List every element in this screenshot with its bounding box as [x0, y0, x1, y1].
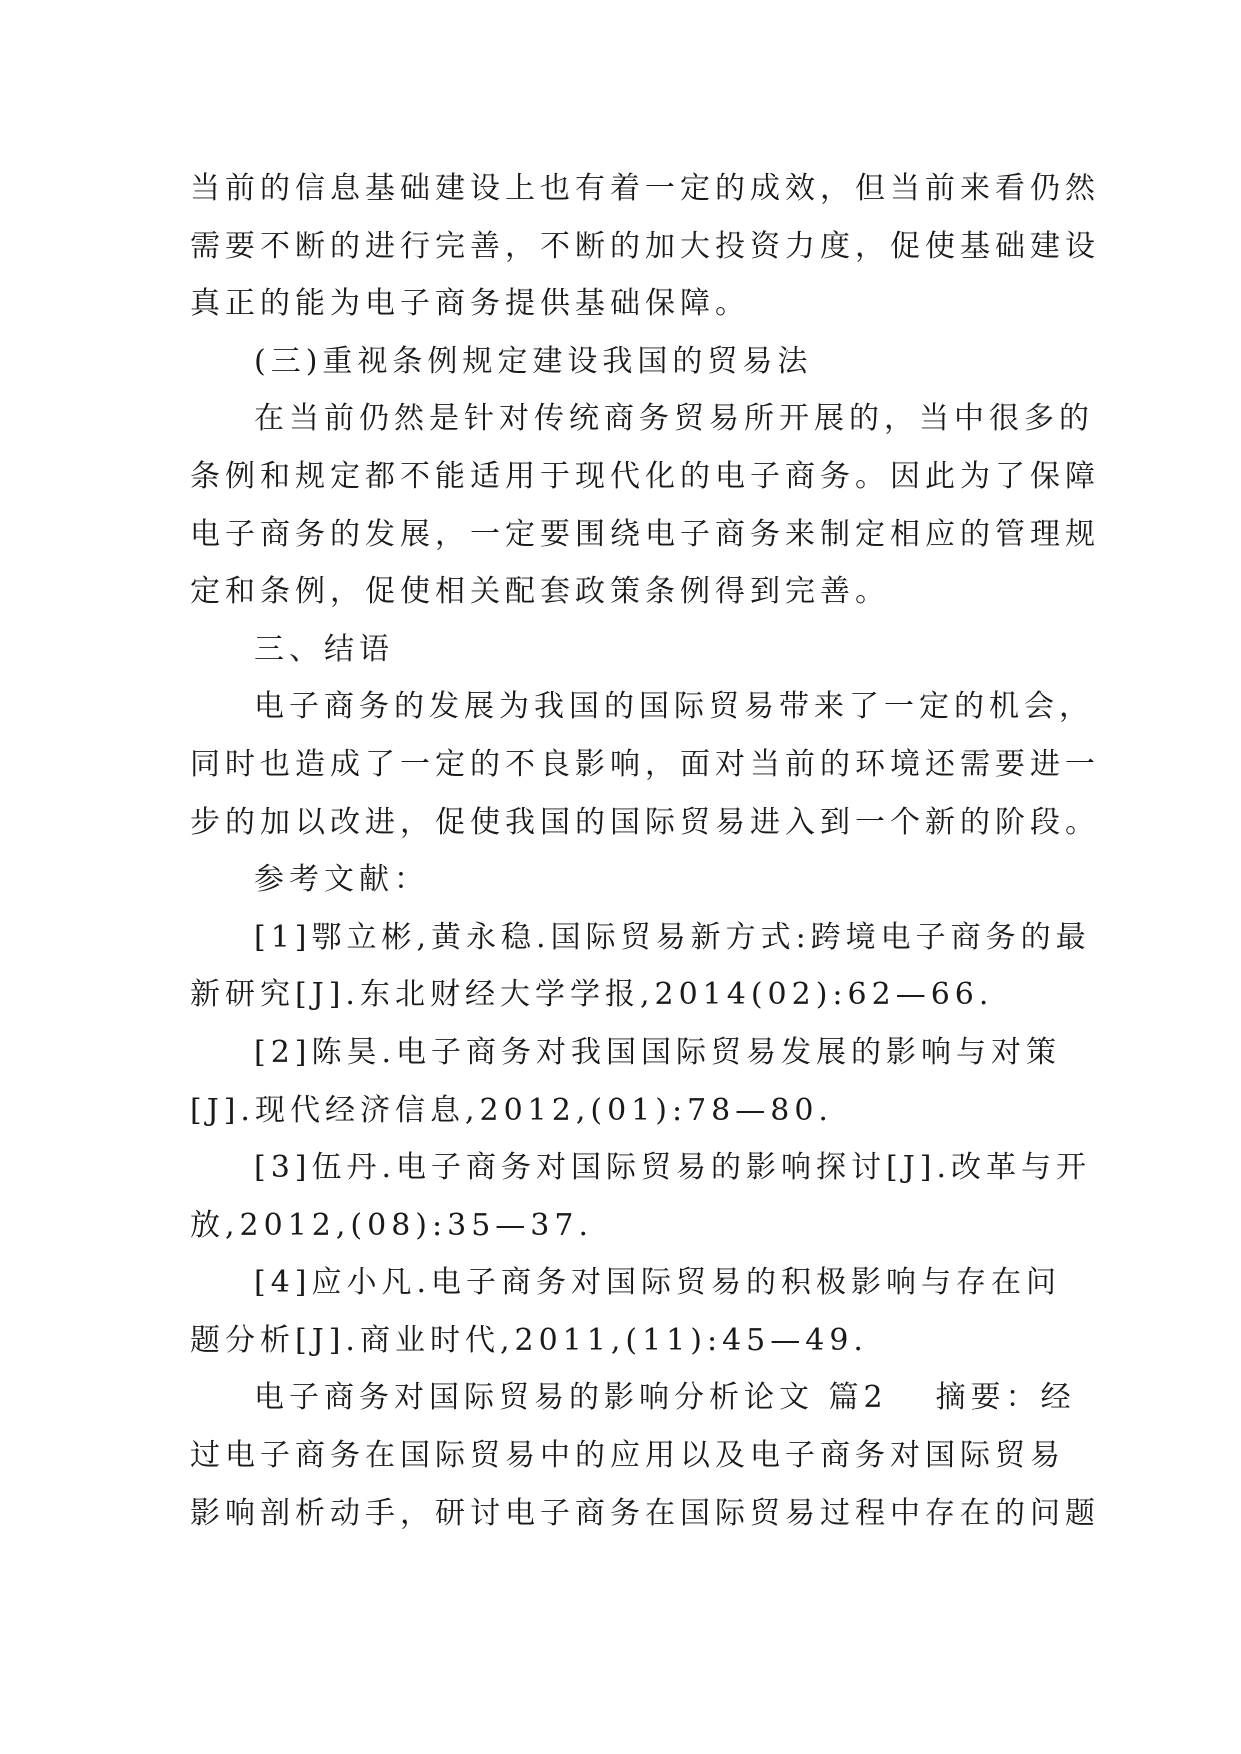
paragraph-line: 在当前仍然是针对传统商务贸易所开展的，当中很多的	[254, 401, 1094, 437]
paragraph-line: 过电子商务在国际贸易中的应用以及电子商务对国际贸易	[190, 1438, 1065, 1474]
reference-line: [1]鄂立彬,黄永稳.国际贸易新方式:跨境电子商务的最	[254, 919, 1091, 955]
reference-line: [3]伍丹.电子商务对国际贸易的影响探讨[J].改革与开	[254, 1150, 1092, 1186]
reference-line: 新研究[J].东北财经大学学报,2014(02):62—66.	[190, 977, 994, 1013]
references-heading: 参考文献：	[254, 862, 429, 898]
paragraph-line: 同时也造成了一定的不良影响，面对当前的环境还需要进一	[190, 746, 1100, 782]
reference-line: [4]应小凡.电子商务对国际贸易的积极影响与存在问	[254, 1265, 1062, 1301]
document-body	[190, 160, 1100, 1542]
paragraph-line: 定和条例，促使相关配套政策条例得到完善。	[190, 574, 890, 610]
section-heading: 三、结语	[254, 631, 394, 667]
abstract-label: 摘要：经	[935, 1380, 1076, 1416]
article-heading-line	[190, 1369, 1076, 1427]
paragraph-line: 需要不断的进行完善，不断的加大投资力度，促使基础建设	[190, 228, 1100, 264]
paragraph-line: 影响剖析动手，研讨电子商务在国际贸易过程中存在的问题	[190, 1495, 1100, 1531]
paragraph-line: 条例和规定都不能适用于现代化的电子商务。因此为了保障	[190, 458, 1100, 494]
paragraph-line: 电子商务的发展为我国的国际贸易带来了一定的机会，	[254, 689, 1094, 725]
paragraph-line: 电子商务的发展，一定要围绕电子商务来制定相应的管理规	[190, 516, 1100, 552]
section-heading: (三)重视条例规定建设我国的贸易法	[254, 343, 813, 379]
paragraph-line: 步的加以改进，促使我国的国际贸易进入到一个新的阶段。	[190, 804, 1100, 840]
paragraph-line: 真正的能为电子商务提供基础保障。	[190, 286, 750, 322]
paragraph-line: 当前的信息基础建设上也有着一定的成效，但当前来看仍然	[190, 171, 1100, 206]
reference-line: 题分析[J].商业时代,2011,(11):45—49.	[190, 1322, 868, 1358]
reference-line: 放,2012,(08):35—37.	[190, 1207, 593, 1243]
article-2-title: 电子商务对国际贸易的影响分析论文 篇2	[254, 1380, 888, 1416]
reference-line: [2]陈昊.电子商务对我国国际贸易发展的影响与对策	[254, 1034, 1062, 1070]
reference-line: [J].现代经济信息,2012,(01):78—80.	[190, 1092, 833, 1128]
